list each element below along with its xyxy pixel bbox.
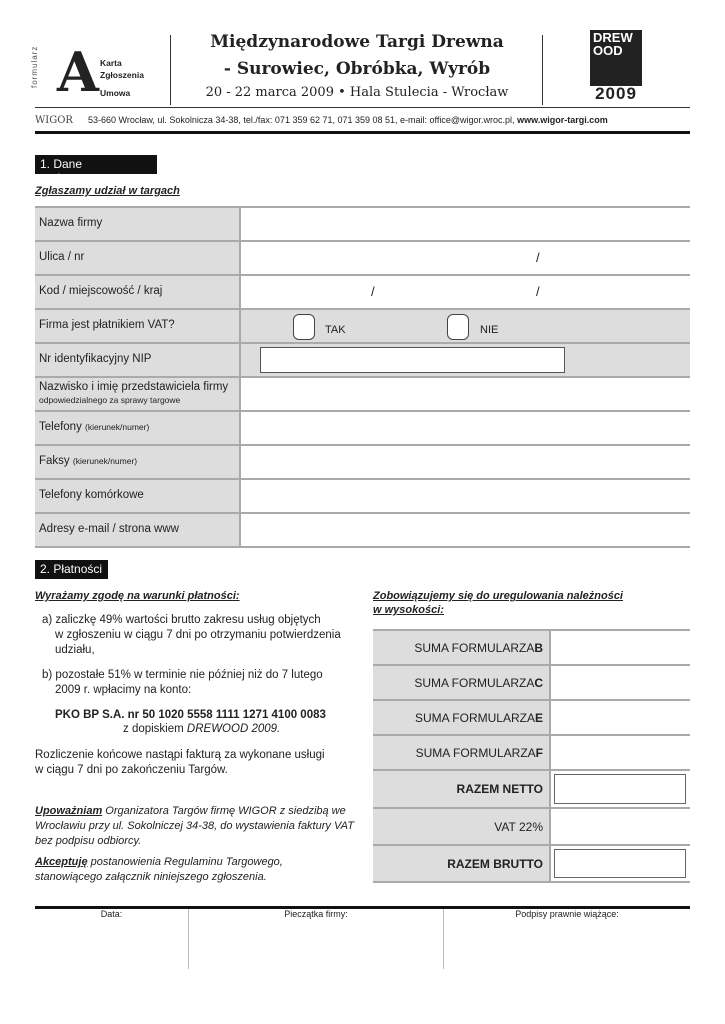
accept-text: postanowienia Regulaminu Targowego, xyxy=(87,856,283,868)
sum-f-field[interactable] xyxy=(551,736,690,769)
contact-address xyxy=(88,115,608,125)
nip-input[interactable] xyxy=(260,347,565,373)
payment-b-line2: 2009 r. wpłacimy na konto: xyxy=(55,684,192,696)
summary-row-gross xyxy=(373,846,690,883)
authorization-line2: Wrocławiu przy ul. Sokolniczej 34-38, do wystawienia faktury VAT xyxy=(35,820,354,832)
commitment-heading-1: Zobowiązujemy się do uregulowania należności xyxy=(373,590,623,602)
authorization-line3: bez podpisu odbiorcy. xyxy=(35,835,142,847)
separator: / xyxy=(536,250,540,265)
drewood-logo-year: 2009 xyxy=(595,84,637,103)
authorization-line1 xyxy=(35,804,346,819)
form-label-umowa: Umowa xyxy=(100,88,131,98)
payment-a-line1: a) zaliczkę 49% wartości brutto zakresu usług objętych xyxy=(42,614,321,626)
date-label: Data: xyxy=(100,909,123,919)
stamp-field[interactable] xyxy=(189,922,443,968)
row-email-www xyxy=(35,514,690,548)
form-label-karta: Karta xyxy=(100,58,122,68)
row-label: Kod / miejscowość / kraj xyxy=(35,276,241,308)
label-main: Telefony xyxy=(39,421,82,433)
note-italic: DREWOOD 2009. xyxy=(186,723,281,735)
signatures-field[interactable] xyxy=(444,922,690,968)
vat-no-checkbox[interactable] xyxy=(447,314,469,340)
payment-b-line1: b) pozostałe 51% w terminie nie później niż do 7 lutego xyxy=(42,669,323,681)
company-name-field[interactable] xyxy=(241,208,690,240)
authorize-text: Organizatora Targów firmę WIGOR z siedzibą we xyxy=(102,805,346,817)
row-company-name xyxy=(35,208,690,242)
section-1-intro: Zgłaszamy udział w targach xyxy=(35,185,180,197)
stamp-label: Pieczątka firmy: xyxy=(284,909,348,919)
mobile-field[interactable] xyxy=(241,480,690,512)
thick-divider xyxy=(35,131,690,134)
vat-no-label: NIE xyxy=(480,324,499,336)
separator: / xyxy=(371,284,375,299)
email-www-field[interactable] xyxy=(241,514,690,546)
summary-letter: B xyxy=(534,640,543,655)
date-field[interactable] xyxy=(35,922,188,968)
accept-bold: Akceptuję xyxy=(35,856,88,868)
authorize-bold: Upoważniam xyxy=(35,805,103,817)
row-postal-city-country xyxy=(35,276,690,310)
drewood-logo-text: DREWOOD xyxy=(593,30,633,58)
row-street xyxy=(35,242,690,276)
summary-row-e xyxy=(373,701,690,736)
payment-a-line3: udziału, xyxy=(55,644,95,656)
summary-row-net xyxy=(373,771,690,809)
postal-city-country-field[interactable] xyxy=(241,276,690,308)
separator: / xyxy=(536,284,540,299)
event-title-line2: - Surowiec, Obróbka, Wyrób xyxy=(223,59,491,79)
payment-terms-heading: Wyrażamy zgodę na warunki płatności: xyxy=(35,590,240,602)
sum-b-field[interactable] xyxy=(551,631,690,664)
fax-field[interactable] xyxy=(241,446,690,478)
acceptance-line1 xyxy=(35,855,283,870)
summary-label: RAZEM BRUTTO xyxy=(373,846,551,881)
row-label: Telefony komórkowe xyxy=(35,480,241,512)
row-nip xyxy=(35,344,690,378)
settlement-line1: Rozliczenie końcowe nastąpi fakturą za wykonane usługi xyxy=(35,749,325,761)
address-text: 53-660 Wrocław, ul. Sokolnicza 34-38, tel./fax: 071 359 62 71, 071 359 08 51, e-mail: office@wigor.wroc.pl, xyxy=(88,115,515,125)
payment-a-line2: w zgłoszeniu w ciągu 7 dni po otrzymaniu potwierdzenia xyxy=(55,629,341,641)
vat-field[interactable] xyxy=(551,809,690,844)
account-note xyxy=(123,722,280,737)
row-label: Firma jest płatnikiem VAT? xyxy=(35,310,241,342)
bank-account: PKO BP S.A. nr 50 1020 5558 1111 1271 4100 0083 xyxy=(55,709,326,721)
section-2-heading: 2. Płatności xyxy=(35,560,108,579)
summary-letter: E xyxy=(534,710,543,725)
sum-c-field[interactable] xyxy=(551,666,690,699)
form-label-zgloszenia: Zgłoszenia xyxy=(100,70,144,80)
label-sub: (kierunek/numer) xyxy=(85,422,150,432)
row-vat-payer xyxy=(35,310,690,344)
row-label: Adresy e-mail / strona www xyxy=(35,514,241,546)
header-divider xyxy=(542,35,543,105)
summary-letter: C xyxy=(534,675,543,690)
divider xyxy=(35,107,690,108)
summary-row-c xyxy=(373,666,690,701)
event-title-line1: Międzynarodowe Targi Drewna xyxy=(210,32,504,52)
street-field[interactable] xyxy=(241,242,690,274)
form-letter: A xyxy=(57,40,99,104)
vat-yes-checkbox[interactable] xyxy=(293,314,315,340)
drewood-logo xyxy=(590,30,642,86)
summary-label: SUMA FORMULARZA xyxy=(414,675,535,690)
row-phones xyxy=(35,412,690,446)
summary-letter: F xyxy=(535,745,543,760)
representative-field[interactable] xyxy=(241,378,690,410)
row-label: Nazwa firmy xyxy=(35,208,241,240)
summary-label: SUMA FORMULARZA xyxy=(414,640,535,655)
summary-label: VAT 22% xyxy=(373,809,551,844)
summary-label: SUMA FORMULARZA xyxy=(415,745,536,760)
summary-row-f xyxy=(373,736,690,771)
settlement-line2: w ciągu 7 dni po zakończeniu Targów. xyxy=(35,764,228,776)
summary-label: RAZEM NETTO xyxy=(373,771,551,807)
row-label xyxy=(35,412,241,444)
row-mobile xyxy=(35,480,690,514)
summary-row-vat xyxy=(373,809,690,846)
wigor-logo: WIGOR xyxy=(35,115,73,126)
form-word: formularz xyxy=(30,45,39,88)
phones-field[interactable] xyxy=(241,412,690,444)
row-representative xyxy=(35,378,690,412)
section-1-heading: 1. Dane podstawowe xyxy=(35,155,157,174)
row-fax xyxy=(35,446,690,480)
summary-label: SUMA FORMULARZA xyxy=(414,710,535,725)
row-label xyxy=(35,446,241,478)
signatures-label: Podpisy prawnie wiążące: xyxy=(515,909,619,919)
label-sub: odpowiedzialnego za sprawy targowe xyxy=(39,395,181,405)
commitment-heading-2: w wysokości: xyxy=(373,604,444,616)
label-sub: (kierunek/numer) xyxy=(72,456,138,466)
note-prefix: z dopiskiem xyxy=(123,723,187,735)
sum-e-field[interactable] xyxy=(551,701,690,734)
label-main: Nazwisko i imię przedstawiciela firmy xyxy=(39,381,229,393)
net-total-input[interactable] xyxy=(554,774,686,804)
header-divider xyxy=(170,35,171,105)
row-label xyxy=(35,378,241,410)
vat-yes-label: TAK xyxy=(325,324,346,336)
label-main: Faksy xyxy=(39,455,70,467)
row-label: Ulica / nr xyxy=(35,242,241,274)
gross-total-input[interactable] xyxy=(554,849,686,878)
event-subtitle: 20 - 22 marca 2009 • Hala Stulecia - Wrocław xyxy=(205,85,509,100)
website-link[interactable]: www.wigor-targi.com xyxy=(517,115,608,125)
acceptance-line2: stanowiącego załącznik niniejszego zgłoszenia. xyxy=(35,871,267,883)
row-label: Nr identyfikacyjny NIP xyxy=(35,344,241,376)
summary-row-b xyxy=(373,631,690,666)
